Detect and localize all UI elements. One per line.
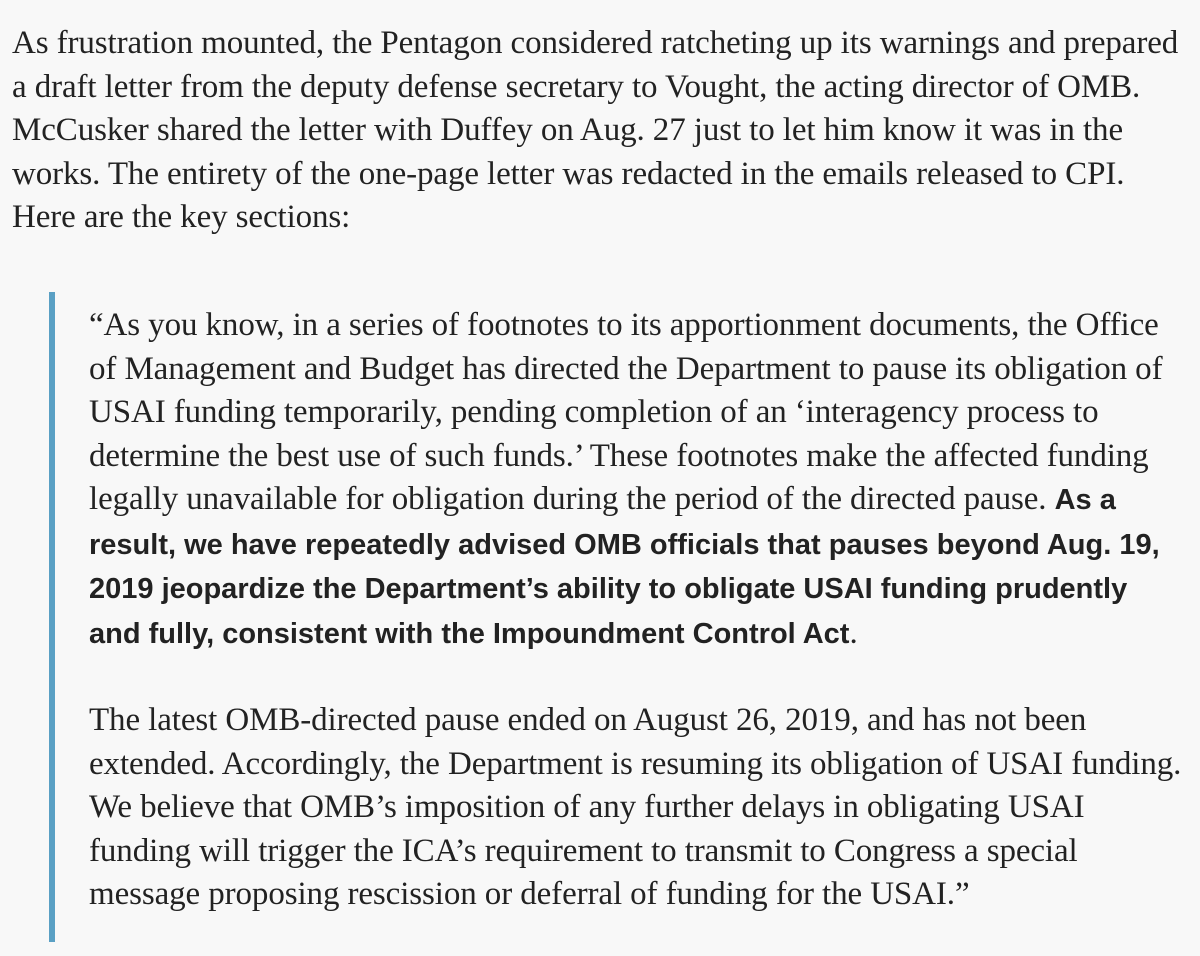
quote-paragraph-1 — [55, 292, 1185, 656]
quote-paragraph-2: The latest OMB-directed pause ended on August 26, 2019, and has not been extended. Accordingly, the Department is resuming its obligation of USAI funding. We believe that OMB’s imposition of any further delays in obligating USAI funding will trigger the ICA’s requirement to transmit to Congress a special message proposing rescission or deferral of funding for the USAI.” — [89, 702, 1182, 912]
quote-paragraph-1-text: “As you know, in a series of footnotes to its apportionment documents, the Office of Management and Budget has directed the Department to pause its obligation of USAI funding temporarily, pending completion of an ‘interagency process to determine the best use of such funds.’ These footnotes make the affected funding legally unavailable for obligation during the period of the directed pause. — [89, 307, 1163, 517]
letter-blockquote — [49, 292, 1185, 942]
quote-paragraph-1-end: . — [849, 614, 858, 651]
intro-paragraph: As frustration mounted, the Pentagon considered ratcheting up its warnings and prepared a draft letter from the deputy defense secretary to Vought, the acting director of OMB. McCusker shared the letter with Duffey on Aug. 27 just to let him know it was in the works. The entirety of the one-page letter was redacted in the emails released to CPI. Here are the key sections: — [12, 25, 1179, 235]
quote-bold-highlight: As a result, we have repeatedly advised OMB officials that pauses beyond Aug. 19, 2019 jeopardize the Department’s ability to obligate USAI funding prudently and fully, consistent with the Impoundment Control Act — [89, 484, 1160, 650]
